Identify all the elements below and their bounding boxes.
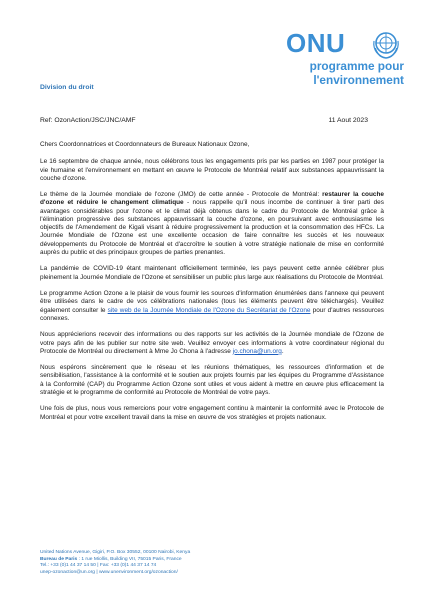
paragraph-3: La pandémie de COVID-19 étant maintenant officiellement terminée, les pays peuvent cette année célébrer plus pleinement la Journée Mondiale de l'Ozone et sensibiliser un public plus large aux réalisations du Protocole de Montréal. — [40, 265, 384, 281]
salutation: Chers Coordonnatrices et Coordonnateurs de Bureaux Nationaux Ozone, — [40, 141, 250, 148]
paragraph-4 — [40, 290, 384, 323]
footer-line-3: Tel.: +33 (0)1 44 37 14 50 | Fax: +33 (0)1 44 37 14 74 — [40, 563, 157, 569]
ozone-day-website-link[interactable]: site web de la Journée Mondiale de l'Ozone du Secrétariat de l'Ozone — [107, 306, 311, 314]
paragraph-7: Une fois de plus, nous vous remercions pour votre engagement continu à maintenir la conformité avec le Protocole de Montréal et pour votre excellent travail dans la mise en œuvre de vos stratégies et projets nationaux. — [40, 405, 384, 421]
footer-line-4: unep-ozonaction@un.org | www.unenvironment.org/ozonaction/ — [40, 569, 178, 575]
contact-email-link[interactable]: jo.chona@un.org — [232, 347, 282, 355]
logo-tagline-2: l'environnement — [313, 73, 404, 87]
paragraph-4-text-b: pour d'autres ressources connexes. — [40, 306, 385, 322]
theme-title: restaurer la couche d'ozone et réduire le changement climatique — [40, 191, 384, 207]
paragraph-5-text-a: Nous apprécierions recevoir des informations ou des rapports sur les activités de la Journée mondiale de l'Ozone de votre pays afin de les publier sur notre site web. Veuillez envoyer ces informations à votre coordinateur régional du Protocole de Montréal ou directement à Mme Jo Chona à l'adresse — [40, 331, 384, 355]
un-emblem-icon — [370, 28, 402, 60]
paragraph-5 — [40, 331, 384, 356]
paragraph-2-text-a: Le thème de la Journée mondiale de l'ozone (JMO) de cette année - Protocole de Montréal: — [40, 191, 323, 199]
footer-line-1: United Nations Avenue, Gigiri, P.O. Box 30552, 00100 Nairobi, Kenya — [40, 550, 191, 555]
paragraph-5-text-b: . — [281, 347, 284, 355]
unep-logo — [276, 26, 406, 108]
reference: Ref: OzonAction/JSC/JNC/AMF — [40, 117, 136, 124]
letter-date: 11 Aout 2023 — [328, 117, 368, 124]
division-title: Division du droit — [40, 84, 94, 91]
paragraph-4-text-a: Le programme Action Ozone a le plaisir de vous fournir les sources d'information énumérées dans l'annexe qui peuvent être utilisées dans le cadre de vos célébrations nationales (tous les éléments peuvent être téléchargés). Veuillez également consulter le — [40, 290, 384, 314]
footer-address — [40, 550, 190, 576]
letter-body — [40, 141, 384, 430]
paragraph-6: Nous espérons sincèrement que le réseau et les réunions thématiques, les ressources d'information et de sensibilisation, l'assistance à la conformité et le soutien aux projets fournis par les équipes du Programme d'Assistance à la Conformité (CAP) du Programme Action Ozone sont utiles et vous aident à mettre en œuvre plus efficacement la stratégie et le programme de conformité au Protocole de Montréal de votre pays. — [40, 364, 384, 396]
paris-office-address: : 1 rue Miollis, Building VII, 75015 Paris, France — [77, 556, 182, 562]
paris-office-label: Bureau de Paris — [40, 556, 78, 562]
logo-wordmark: ONU — [286, 28, 346, 58]
paragraph-2-text-b: - nous rappelle qu'il nous incombe de continuer à tirer parti des avantages considérables pour l'ozone et le climat déjà obtenus dans le cadre du Protocole de Montréal grâce à l'élimination progressive des substances appauvrissant la couche d'ozone, en poursuivant avec enthousiasme les objectifs de l'Amendement de Kigali visant à réduire progressivement la production et la consommation des HFCs. La Journée Mondiale de l'Ozone est une excellente occasion de faire connaître les succès et les nouveaux développements du Protocole de Montréal et d'accroître le soutien à votre stratégie nationale de mise en conformité auprès du public et des principaux groupes de parties prenantes. — [40, 199, 384, 256]
paragraph-1: Le 16 septembre de chaque année, nous célébrons tous les engagements pris par les parties en 1987 pour protéger la vie humaine et l'environnement en mettant en œuvre le Protocole de Montréal relatif aux substances appauvrissant la couche d'ozone. — [40, 158, 384, 182]
paragraph-2 — [40, 191, 384, 257]
logo-tagline-1: programme pour — [309, 59, 404, 73]
